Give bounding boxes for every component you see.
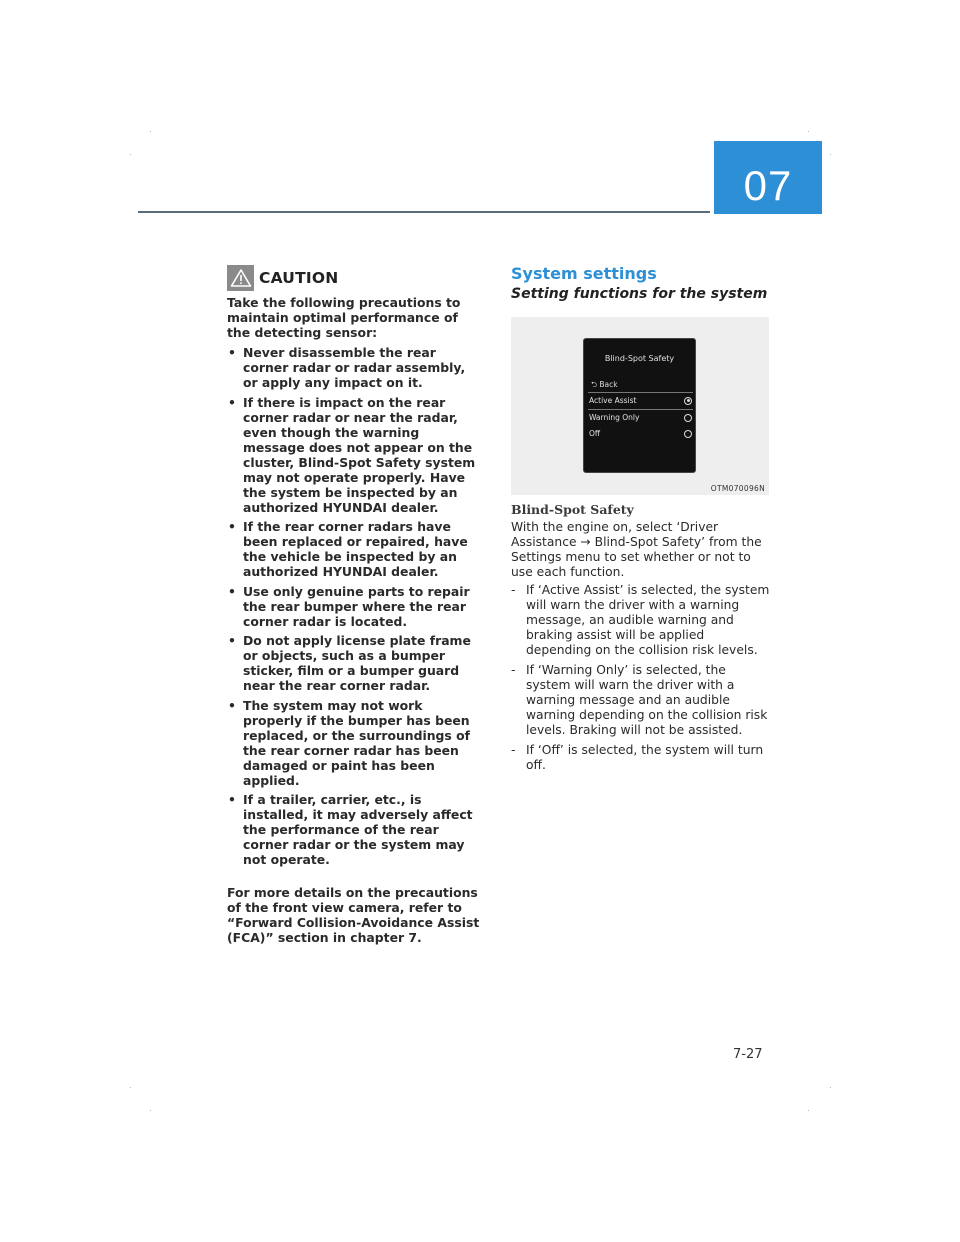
page-number: 7-27 [733,1047,763,1062]
figure-code: OTM070096N [710,484,765,493]
crop-mark [830,1087,831,1088]
option-active-assist: Active Assist [589,396,692,405]
caution-header [227,264,484,292]
crop-mark [130,1087,131,1088]
option-off: Off [589,429,692,438]
screen-divider [588,392,693,393]
crop-mark [150,1110,151,1111]
list-item: • If a trailer, carrier, etc., is installed, it may adversely affect the performance of the rear corner radar or the system may not operate. [228,792,473,867]
list-item: • If the rear corner radars have been replaced or repaired, have the vehicle be inspected by an authorized HYUNDAI dealer. [228,519,468,579]
list-item: • Use only genuine parts to repair the rear bumper where the rear corner radar is located. [228,583,470,629]
crop-mark [830,154,831,155]
body-text: With the engine on, select ‘Driver Assistance → Blind-Spot Safety’ from the Settings menu to set whether or not to use each function. [511,520,762,579]
list-item: • The system may not work properly if the bumper has been replaced, or the surroundings of the rear corner radar has been damaged or paint has been applied. [228,697,471,788]
option-warning-only: Warning Only [589,413,692,422]
back-item: ⮌ Back [591,380,618,389]
radio-empty-icon [684,414,692,422]
caution-box [227,264,484,945]
list-item: • If there is impact on the rear corner radar or near the radar, even though the warning message does not appear on the cluster, Blind-Spot Safety system may not operate properly. Have the system be inspected by an authorized HYUNDAI dealer. [228,394,476,515]
caution-intro: Take the following precautions to maintain optimal performance of the detecting sensor: [227,295,461,340]
crop-mark [808,131,809,132]
list-item: • Never disassemble the rear corner radar or radar assembly, or apply any impact on it. [228,345,466,390]
caution-footer: For more details on the precautions of the front view camera, refer to “Forward Collision-Avoidance Assist (FCA)” section in chapter 7. [227,885,480,945]
chapter-tab: 07 [714,141,822,214]
list-item: - If ‘Active Assist’ is selected, the system will warn the driver with a warning message, an audible warning and braking assist will be applied depending on the collision risk levels. [511,583,770,657]
paragraph-heading: Blind-Spot Safety [511,502,634,517]
list-item: - If ‘Off’ is selected, the system will turn off. [511,743,764,772]
screen-divider [588,409,693,410]
caution-list [227,345,484,867]
settings-section [511,264,773,778]
crop-mark [130,154,131,155]
section-title: System settings [511,264,657,283]
section-subtitle: Setting functions for the system [511,286,768,302]
radio-selected-icon [684,397,692,405]
caution-title: CAUTION [259,269,339,287]
crop-mark [150,131,151,132]
crop-mark [808,1110,809,1111]
list-item: - If ‘Warning Only’ is selected, the system will warn the driver with a warning message and an audible warning depending on the collision risk levels. Braking will not be assisted. [511,663,768,737]
cluster-screen [583,338,696,473]
header-rule [138,211,710,213]
options-list [511,583,773,773]
warning-triangle-icon [227,265,254,291]
screen-title: Blind-Spot Safety [604,354,675,363]
list-item: • Do not apply license plate frame or objects, such as a bumper sticker, film or a bumper guard near the rear corner radar. [228,633,471,693]
settings-figure [511,317,769,495]
radio-empty-icon [684,430,692,438]
